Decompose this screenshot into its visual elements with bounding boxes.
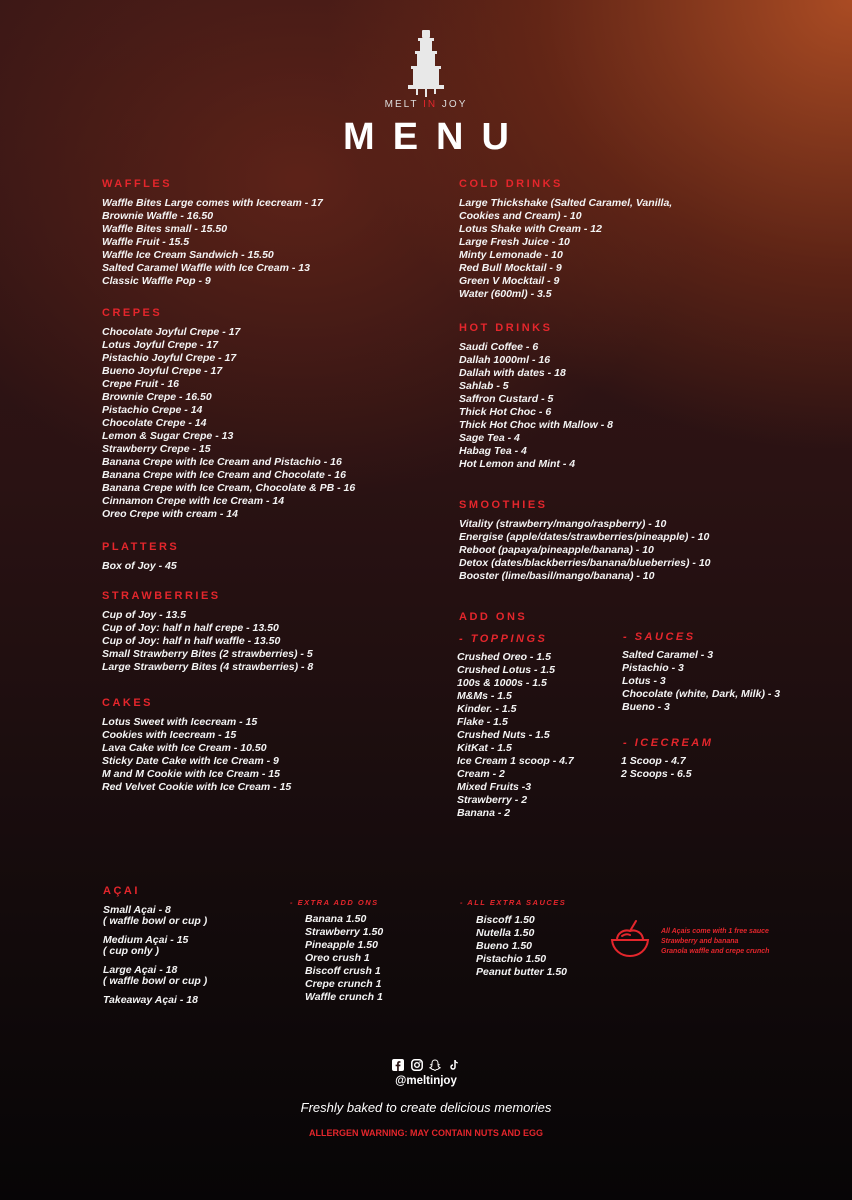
section-title-crepes: CREPES (102, 307, 163, 319)
facebook-icon[interactable] (392, 1058, 404, 1076)
strawberries-list (102, 609, 313, 674)
menu-item: Crushed Nuts - 1.5 (457, 729, 550, 741)
menu-item: Vitality (strawberry/mango/raspberry) - 10 (459, 518, 667, 530)
menu-item: Minty Lemonade - 10 (459, 249, 563, 261)
menu-item: 1 Scoop - 4.7 (621, 755, 686, 767)
hot-drinks-list (459, 341, 613, 471)
acai-item-medium: Medium Açai - 15 ( cup only ) (103, 934, 189, 957)
menu-item: Banana Crepe with Ice Cream, Chocolate & PB - 16 (102, 482, 356, 494)
menu-item: Red Velvet Cookie with Ice Cream - 15 (102, 781, 292, 793)
menu-item: Detox (dates/blackberries/banana/blueberries) - 10 (459, 557, 711, 569)
menu-item: 100s & 1000s - 1.5 (457, 677, 547, 689)
menu-item: Brownie Waffle - 16.50 (102, 210, 214, 222)
menu-item: Crepe crunch 1 (305, 978, 382, 990)
menu-item: Saffron Custard - 5 (459, 393, 554, 405)
sauces-list (622, 649, 780, 714)
menu-item: Waffle Bites Large comes with Icecream - 17 (102, 197, 323, 209)
brand-name: MELT IN JOY (384, 99, 468, 110)
menu-item: Chocolate Joyful Crepe - 17 (102, 326, 241, 338)
menu-item: Classic Waffle Pop - 9 (102, 275, 211, 287)
extra-add-ons-list (305, 913, 383, 1004)
menu-item: KitKat - 1.5 (457, 742, 512, 754)
menu-item: Red Bull Mocktail - 9 (459, 262, 562, 274)
menu-item: Oreo Crepe with cream - 14 (102, 508, 238, 520)
menu-item: Saudi Coffee - 6 (459, 341, 539, 353)
subsection-title-sauces: - SAUCES (623, 631, 696, 643)
menu-item: Pistachio 1.50 (476, 953, 547, 965)
menu-item: Peanut butter 1.50 (476, 966, 568, 978)
menu-item: Pistachio - 3 (622, 662, 684, 674)
social-handle[interactable]: @meltinjoy (395, 1075, 457, 1087)
menu-item: Salted Caramel Waffle with Ice Cream - 13 (102, 262, 310, 274)
menu-item: Sahlab - 5 (459, 380, 509, 392)
menu-item: Dallah 1000ml - 16 (459, 354, 551, 366)
menu-item: Strawberry Crepe - 15 (102, 443, 211, 455)
menu-item: Pistachio Crepe - 14 (102, 404, 203, 416)
crepes-list (102, 326, 355, 521)
menu-item: Lotus - 3 (622, 675, 666, 687)
menu-item: Booster (lime/basil/mango/banana) - 10 (459, 570, 655, 582)
menu-item: Cookies and Cream) - 10 (459, 210, 582, 222)
menu-item: Chocolate Crepe - 14 (102, 417, 207, 429)
menu-item: Banana Crepe with Ice Cream and Chocolate - 16 (102, 469, 346, 481)
menu-item: Waffle crunch 1 (305, 991, 383, 1003)
menu-item: Banana Crepe with Ice Cream and Pistachio - 16 (102, 456, 342, 468)
menu-item: M and M Cookie with Ice Cream - 15 (102, 768, 280, 780)
menu-item: Cup of Joy - 13.5 (102, 609, 187, 621)
menu-item: Cup of Joy: half n half waffle - 13.50 (102, 635, 281, 647)
cakes-list (102, 716, 291, 794)
menu-item: Pineapple 1.50 (305, 939, 378, 951)
acai-bowl-icon (609, 918, 651, 958)
snapchat-icon[interactable] (429, 1058, 441, 1076)
section-title-cold-drinks: COLD DRINKS (459, 178, 563, 190)
section-title-cakes: CAKES (102, 697, 154, 709)
tiktok-icon[interactable] (448, 1058, 460, 1076)
menu-item: Reboot (papaya/pineapple/banana) - 10 (459, 544, 654, 556)
menu-item: Strawberry - 2 (457, 794, 528, 806)
menu-item: Lotus Joyful Crepe - 17 (102, 339, 219, 351)
menu-item: Ice Cream 1 scoop - 4.7 (457, 755, 574, 767)
menu-item: Waffle Bites small - 15.50 (102, 223, 228, 235)
menu-item: Large Thickshake (Salted Caramel, Vanilla, (459, 197, 673, 209)
page-title: MENU (343, 116, 527, 158)
subsection-title-extra-add-ons: - EXTRA ADD ONS (290, 898, 379, 907)
menu-item: Pistachio Joyful Crepe - 17 (102, 352, 237, 364)
menu-item: Salted Caramel - 3 (622, 649, 714, 661)
section-title-hot-drinks: HOT DRINKS (459, 322, 553, 334)
acai-list (103, 905, 207, 1014)
menu-item: Kinder. - 1.5 (457, 703, 517, 715)
subsection-title-extra-sauces: - ALL EXTRA SAUCES (460, 898, 567, 907)
section-title-strawberries: STRAWBERRIES (102, 590, 221, 602)
menu-item: Biscoff 1.50 (476, 914, 535, 926)
section-title-add-ons: ADD ONS (459, 611, 528, 623)
menu-item: Sage Tea - 4 (459, 432, 520, 444)
menu-item: Green V Mocktail - 9 (459, 275, 560, 287)
menu-item: Banana - 2 (457, 807, 511, 819)
menu-item: Chocolate (white, Dark, Milk) - 3 (622, 688, 781, 700)
waffles-list (102, 197, 323, 288)
menu-item: Brownie Crepe - 16.50 (102, 391, 212, 403)
menu-item: Lotus Shake with Cream - 12 (459, 223, 602, 235)
menu-item: Small Strawberry Bites (2 strawberries) - 5 (102, 648, 313, 660)
menu-item: Waffle Ice Cream Sandwich - 15.50 (102, 249, 274, 261)
menu-item: Large Fresh Juice - 10 (459, 236, 570, 248)
icecream-list (621, 755, 692, 781)
section-title-waffles: WAFFLES (102, 178, 173, 190)
menu-item: Cinnamon Crepe with Ice Cream - 14 (102, 495, 285, 507)
menu-item: Cream - 2 (457, 768, 505, 780)
menu-item: Hot Lemon and Mint - 4 (459, 458, 576, 470)
menu-item: Dallah with dates - 18 (459, 367, 566, 379)
instagram-icon[interactable] (411, 1058, 423, 1076)
menu-item: Crushed Lotus - 1.5 (457, 664, 556, 676)
menu-item: Flake - 1.5 (457, 716, 508, 728)
menu-item: Box of Joy - 45 (102, 560, 177, 572)
menu-item: Sticky Date Cake with Ice Cream - 9 (102, 755, 279, 767)
menu-item: Bueno - 3 (622, 701, 670, 713)
menu-item: Crushed Oreo - 1.5 (457, 651, 551, 663)
menu-item: Cup of Joy: half n half crepe - 13.50 (102, 622, 279, 634)
menu-item: Banana 1.50 (305, 913, 367, 925)
menu-item: Energise (apple/dates/strawberries/pineapple) - 10 (459, 531, 710, 543)
toppings-list (457, 651, 574, 820)
menu-item: Bueno Joyful Crepe - 17 (102, 365, 223, 377)
menu-item: M&Ms - 1.5 (457, 690, 512, 702)
acai-note: All Açais come with 1 free sauce Strawberry and banana Granola waffle and crepe crunch (661, 928, 770, 955)
menu-item: Crepe Fruit - 16 (102, 378, 180, 390)
subsection-title-icecream: - ICECREAM (623, 737, 714, 749)
menu-item: Thick Hot Choc - 6 (459, 406, 552, 418)
menu-item: Oreo crush 1 (305, 952, 370, 964)
smoothies-list (459, 518, 711, 583)
acai-item-large: Large Açai - 18 ( waffle bowl or cup ) (103, 964, 208, 987)
menu-item: Cookies with Icecream - 15 (102, 729, 237, 741)
social-icons (0, 1058, 852, 1076)
menu-item: 2 Scoops - 6.5 (621, 768, 692, 780)
menu-item: Nutella 1.50 (476, 927, 535, 939)
menu-item: Lotus Sweet with Icecream - 15 (102, 716, 258, 728)
menu-item: Biscoff crush 1 (305, 965, 381, 977)
menu-item: Mixed Fruits -3 (457, 781, 532, 793)
fountain-logo-icon (396, 28, 456, 98)
menu-item: Strawberry 1.50 (305, 926, 384, 938)
subsection-title-toppings: - TOPPINGS (459, 633, 548, 645)
menu-item: Large Strawberry Bites (4 strawberries) - 8 (102, 661, 314, 673)
menu-item: Lemon & Sugar Crepe - 13 (102, 430, 234, 442)
menu-item: Waffle Fruit - 15.5 (102, 236, 190, 248)
menu-item: Habag Tea - 4 (459, 445, 527, 457)
extra-sauces-list (476, 914, 567, 979)
section-title-smoothies: SMOOTHIES (459, 499, 548, 511)
allergen-warning: ALLERGEN WARNING: MAY CONTAIN NUTS AND EGG (308, 1128, 543, 1138)
section-title-platters: PLATTERS (102, 541, 180, 553)
section-title-acai: AÇAI (103, 885, 140, 897)
menu-item: Bueno 1.50 (476, 940, 533, 952)
menu-item: Thick Hot Choc with Mallow - 8 (459, 419, 614, 431)
acai-item-takeaway: Takeaway Açai - 18 (103, 994, 198, 1006)
tagline: Freshly baked to create delicious memories (300, 1100, 552, 1115)
menu-item: Water (600ml) - 3.5 (459, 288, 552, 300)
cold-drinks-list (459, 197, 672, 301)
menu-item: Lava Cake with Ice Cream - 10.50 (102, 742, 267, 754)
platters-list (102, 560, 177, 573)
acai-item-small: Small Açai - 8 ( waffle bowl or cup ) (103, 904, 208, 927)
